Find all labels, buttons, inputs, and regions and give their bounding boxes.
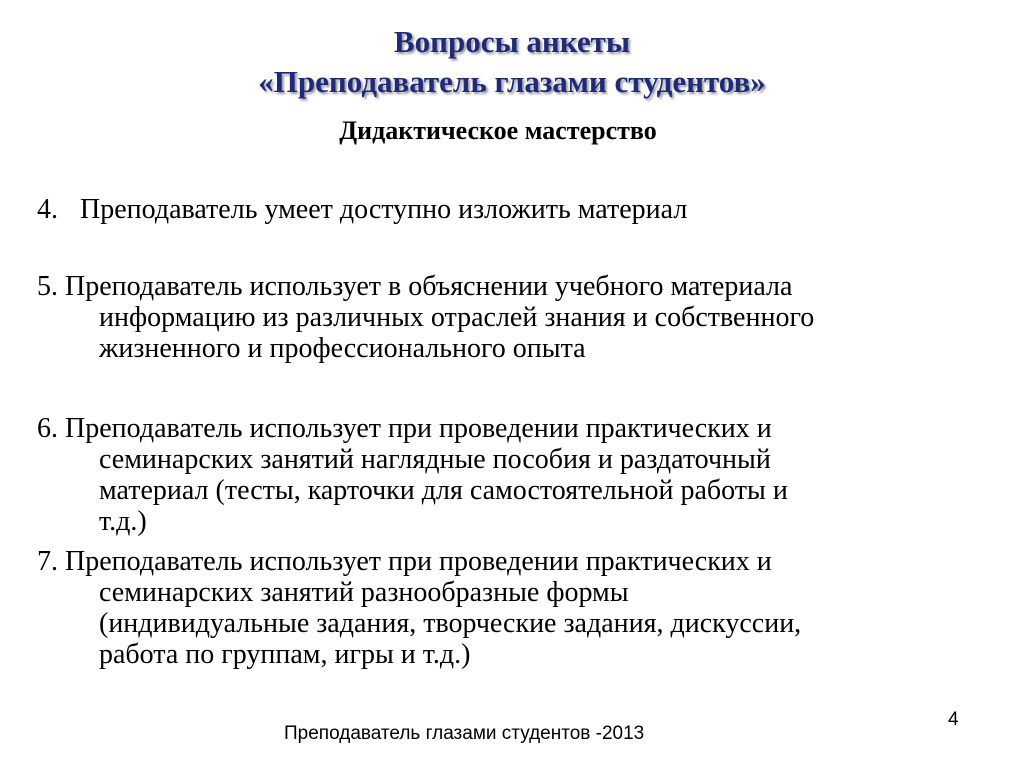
question-7 [37, 546, 997, 670]
question-text-line: работа по группам, игры и т.д.) [99, 639, 471, 670]
question-6 [37, 413, 997, 537]
question-text-line: жизненного и профессионального опыта [99, 333, 586, 364]
question-5 [37, 271, 997, 364]
question-text-line: материал (тесты, карточки для самостоятельной работы и [99, 475, 788, 506]
question-text-line: семинарских занятий наглядные пособия и раздаточный [99, 444, 771, 475]
question-number: 6. [37, 413, 58, 444]
question-text-line: Преподаватель умеет доступно изложить материал [80, 194, 688, 225]
page-number: 4 [948, 709, 959, 730]
question-text-line: (индивидуальные задания, творческие задания, дискуссии, [99, 608, 802, 639]
question-number: 4. [37, 194, 58, 225]
question-text-line: т.д.) [99, 506, 147, 537]
question-4 [37, 194, 997, 225]
question-text-line: Преподаватель использует при проведении практических и [65, 413, 772, 444]
section-subtitle: Дидактическое мастерство [339, 116, 657, 145]
slide-footer: Преподаватель глазами студентов -2013 [284, 723, 645, 744]
question-text-line: семинарских занятий разнообразные формы [99, 577, 629, 608]
slide-title-line-2: «Преподаватель глазами студентов» [258, 64, 766, 99]
question-number: 7. [37, 546, 58, 577]
question-text-line: Преподаватель использует в объяснении учебного материала [65, 271, 793, 302]
slide-title-line-1: Вопросы анкеты [393, 24, 631, 59]
question-number: 5. [37, 271, 58, 302]
question-text-line: Преподаватель использует при проведении практических и [65, 546, 772, 577]
question-text-line: информацию из различных отраслей знания и собственного [99, 302, 815, 333]
